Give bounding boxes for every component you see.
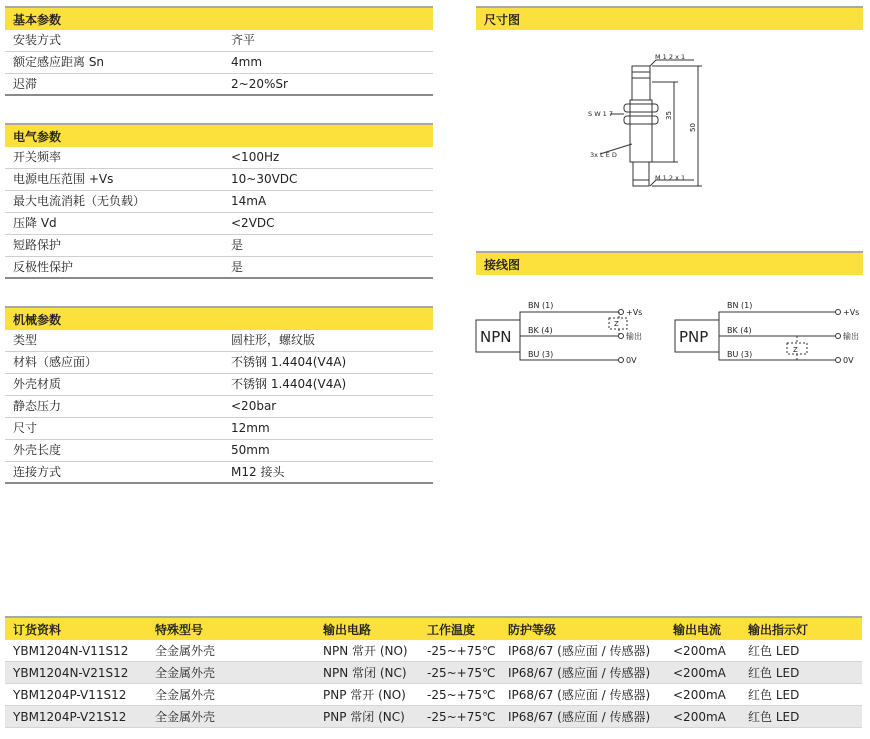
pnp-out-label: 输出 [843,332,859,341]
spec-key: 短路保护 [13,238,62,252]
spec-row [5,169,433,191]
npn-out-label: 输出 [626,332,642,341]
spec-key: 电源电压范围 +Vs [13,172,114,186]
led-label: 3x L E D [590,151,617,159]
spec-value: 14mA [231,194,267,208]
order-cell-special: 全金属外壳 [155,710,216,724]
order-cell-special: 全金属外壳 [155,666,216,680]
order-cell-special: 全金属外壳 [155,644,216,658]
spec-key: 尺寸 [13,421,38,435]
pnp-0v-label: 0V [843,356,854,365]
spec-value: 圆柱形，螺纹版 [231,333,316,347]
order-header-output-circuit: 输出电路 [323,623,372,637]
wrench-size-label: S W 1 7 [588,110,614,118]
npn-bn-label: BN (1) [528,301,554,310]
spec-key: 类型 [13,333,38,347]
table-row [5,662,862,684]
spec-key: 外壳长度 [13,443,62,457]
order-header-indicator: 输出指示灯 [748,623,809,637]
pnp-bu-label: BU (3) [727,350,753,359]
spec-value: 不锈钢 1.4404(V4A) [231,355,347,369]
basic-params-table [5,6,433,96]
dim-50-label: 50 [689,123,697,132]
spec-row [5,30,433,52]
order-cell-model: YBM1204P-V21S12 [13,710,127,724]
thread-bottom-label: M 1 2 x 1 [655,174,686,182]
order-cell-special: 全金属外壳 [155,688,216,702]
spec-row [5,52,433,74]
order-header-protection: 防护等级 [508,623,557,637]
npn-0v-terminal [619,358,624,363]
order-cell-protection: IP68/67 (感应面 / 传感器) [508,644,651,658]
order-header-current: 输出电流 [673,623,722,637]
table-row [5,684,862,706]
spec-value: <100Hz [231,150,280,164]
spec-row [5,257,433,279]
spec-key: 静态压力 [13,399,62,413]
mechanical-params-header: 机械参数 [5,306,433,330]
spec-key: 外壳材质 [13,377,62,391]
spec-value: 是 [231,238,244,252]
sensor-thread-bottom [633,162,649,186]
dimension-header: 尺寸图 [476,6,863,30]
order-cell-indicator: 红色 LED [748,644,800,658]
order-cell-current: <200mA [673,644,726,658]
spec-row [5,418,433,440]
spec-value: 50mm [231,443,270,457]
order-cell-output-circuit: PNP 常开 (NO) [323,688,406,702]
spec-value: 12mm [231,421,270,435]
spec-key: 连接方式 [13,465,62,479]
order-cell-current: <200mA [673,710,726,724]
spec-row [5,235,433,257]
order-header-special: 特殊型号 [155,623,204,637]
dimension-drawing [560,52,740,198]
order-cell-indicator: 红色 LED [748,710,800,724]
spec-row [5,74,433,96]
spec-row [5,330,433,352]
spec-key: 材料（感应面） [13,355,98,369]
wiring-header: 接线图 [476,251,863,275]
spec-key: 压降 Vd [13,216,57,230]
spec-row [5,396,433,418]
order-cell-temperature: -25~+75℃ [427,688,496,702]
spec-key: 安装方式 [13,33,62,47]
table-row [5,706,862,728]
spec-value: 10~30VDC [231,172,298,186]
spec-value: 2~20%Sr [231,77,288,91]
order-cell-output-circuit: NPN 常开 (NO) [323,644,408,658]
spec-key: 最大电流消耗（无负载） [13,194,146,208]
spec-row [5,213,433,235]
order-header-model: 订货资料 [13,623,62,637]
spec-key: 迟滞 [13,77,38,91]
npn-z-label: Z [614,320,619,328]
order-cell-indicator: 红色 LED [748,688,800,702]
order-header-temperature: 工作温度 [427,623,476,637]
spec-value: 齐平 [231,33,256,47]
order-cell-current: <200mA [673,666,726,680]
spec-row [5,352,433,374]
spec-row [5,440,433,462]
order-cell-indicator: 红色 LED [748,666,800,680]
pnp-label: PNP [679,328,709,346]
spec-key: 额定感应距离 Sn [13,55,105,69]
dim-35-label: 35 [665,111,673,120]
order-cell-protection: IP68/67 (感应面 / 传感器) [508,666,651,680]
table-row [5,640,862,662]
pnp-0v-terminal [836,358,841,363]
spec-row [5,462,433,484]
npn-bk-label: BK (4) [528,326,553,335]
spec-value: M12 接头 [231,465,285,479]
electrical-params-table [5,123,433,279]
npn-vs-label: +Vs [626,308,643,317]
order-table [5,616,862,728]
order-cell-protection: IP68/67 (感应面 / 传感器) [508,710,651,724]
spec-value: <20bar [231,399,277,413]
npn-wiring-diagram [474,292,672,374]
spec-row [5,374,433,396]
spec-value: 4mm [231,55,263,69]
npn-0v-label: 0V [626,356,637,365]
order-table-header [5,616,862,640]
order-cell-temperature: -25~+75℃ [427,710,496,724]
order-cell-output-circuit: PNP 常闭 (NC) [323,710,405,724]
basic-params-header: 基本参数 [5,6,433,30]
sensor-thread-top [632,66,650,100]
pnp-vs-label: +Vs [843,308,860,317]
sensor-nut-top [624,104,658,112]
mechanical-params-table [5,306,433,484]
spec-key: 反极性保护 [13,260,74,274]
spec-value: 不锈钢 1.4404(V4A) [231,377,347,391]
order-cell-model: YBM1204N-V21S12 [13,666,129,680]
npn-bu-label: BU (3) [528,350,554,359]
spec-value: 是 [231,260,244,274]
npn-label: NPN [480,328,512,346]
order-cell-temperature: -25~+75℃ [427,644,496,658]
spec-row [5,191,433,213]
pnp-bk-label: BK (4) [727,326,752,335]
order-cell-model: YBM1204N-V11S12 [13,644,129,658]
pnp-bn-label: BN (1) [727,301,753,310]
sensor-body [630,100,652,162]
pnp-z-label: Z [793,346,798,354]
electrical-params-header: 电气参数 [5,123,433,147]
pnp-out-terminal [836,334,841,339]
spec-row [5,147,433,169]
order-cell-temperature: -25~+75℃ [427,666,496,680]
sensor-nut-bottom [624,116,658,124]
spec-key: 开关频率 [13,150,62,164]
pnp-vs-terminal [836,310,841,315]
order-cell-model: YBM1204P-V11S12 [13,688,127,702]
spec-value: <2VDC [231,216,275,230]
order-cell-current: <200mA [673,688,726,702]
thread-top-label: M 1 2 x 1 [655,53,686,61]
order-cell-output-circuit: NPN 常闭 (NC) [323,666,407,680]
pnp-wiring-diagram [673,292,869,374]
order-cell-protection: IP68/67 (感应面 / 传感器) [508,688,651,702]
